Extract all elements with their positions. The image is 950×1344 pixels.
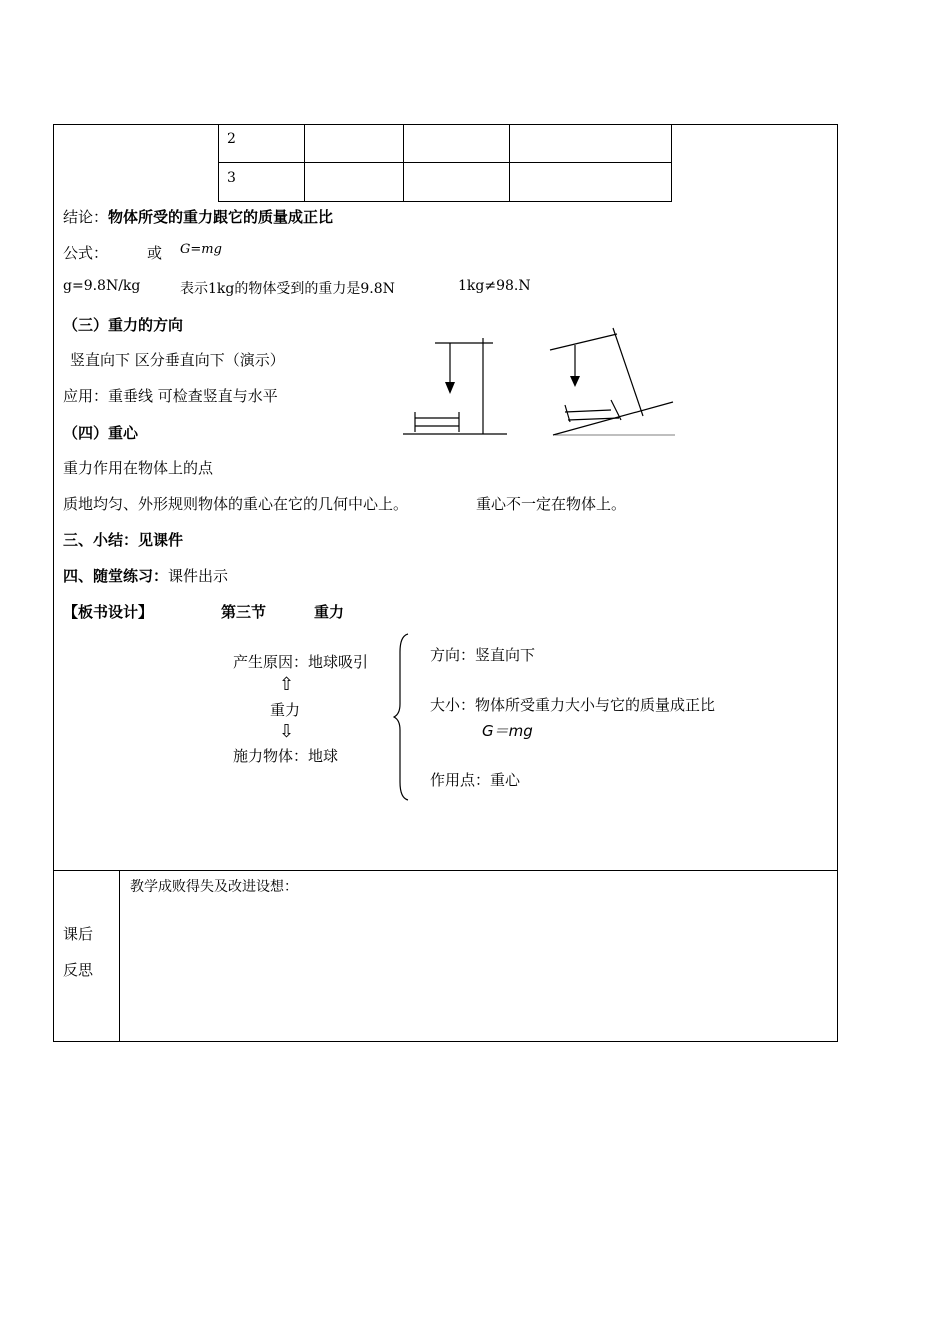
- board-size: 大小：物体所受重力大小与它的质量成正比: [430, 696, 716, 714]
- summary-line: 三、小结：见课件: [63, 531, 184, 549]
- vertical-plumb-figure: [403, 338, 507, 434]
- conclusion-label: 结论：: [63, 208, 109, 226]
- table-row-divider: [218, 162, 672, 163]
- board-point: 作用点：重心: [430, 771, 521, 789]
- tilted-plumb-figure: [550, 328, 675, 435]
- practice-text: 课件出示: [168, 567, 229, 585]
- plumb-line-diagram: [395, 320, 685, 440]
- table-col-divider: [304, 124, 305, 202]
- table-row-index: 2: [227, 131, 236, 147]
- reflection-prompt: 教学成败得失及改进设想：: [130, 879, 298, 895]
- direction-line2: 应用：重垂线 可检查竖直与水平: [63, 387, 278, 405]
- table-col-divider: [403, 124, 404, 202]
- g-meaning: 表示1kg的物体受到的重力是9.8N: [180, 281, 395, 297]
- board-label: 【板书设计】: [63, 603, 154, 621]
- formula-expr: G=mg: [180, 242, 222, 257]
- center-line2b: 重心不一定在物体上。: [476, 495, 627, 513]
- reflection-divider: [119, 870, 120, 1042]
- board-source: 施力物体：地球: [233, 747, 339, 765]
- board-size-formula: G＝mg: [482, 722, 533, 740]
- direction-heading: （三）重力的方向: [63, 316, 184, 334]
- board-topic: 重力: [314, 603, 345, 621]
- center-heading: （四）重心: [63, 424, 139, 442]
- board-section: 第三节: [221, 603, 267, 621]
- practice-line: [63, 565, 228, 586]
- data-table-border: [218, 124, 672, 202]
- board-direction: 方向：竖直向下: [430, 646, 536, 664]
- curly-brace-icon: [393, 632, 413, 802]
- up-arrow-icon: ⇧: [279, 674, 295, 695]
- g-value: g=9.8N/kg: [63, 278, 141, 294]
- conclusion-line: [63, 206, 333, 227]
- board-gravity: 重力: [270, 701, 301, 719]
- practice-label: 四、随堂练习：: [63, 567, 169, 585]
- reflection-label-1: 课后: [63, 925, 94, 943]
- center-line2: 质地均匀、外形规则物体的重心在它的几何中心上。: [63, 495, 409, 513]
- formula-label: 公式：: [63, 244, 109, 262]
- conclusion-text: 物体所受的重力跟它的质量成正比: [108, 208, 334, 226]
- down-arrow-icon: ⇩: [279, 721, 295, 742]
- g-neq: 1kg≠98.N: [458, 278, 531, 294]
- reflection-label-2: 反思: [63, 961, 94, 979]
- board-cause: 产生原因：地球吸引: [233, 653, 369, 671]
- table-row-index: 3: [227, 170, 236, 186]
- direction-line1: 竖直向下 区分垂直向下（演示）: [70, 351, 285, 369]
- center-line1: 重力作用在物体上的点: [63, 459, 214, 477]
- table-col-divider: [509, 124, 510, 202]
- formula-or: 或: [147, 244, 163, 262]
